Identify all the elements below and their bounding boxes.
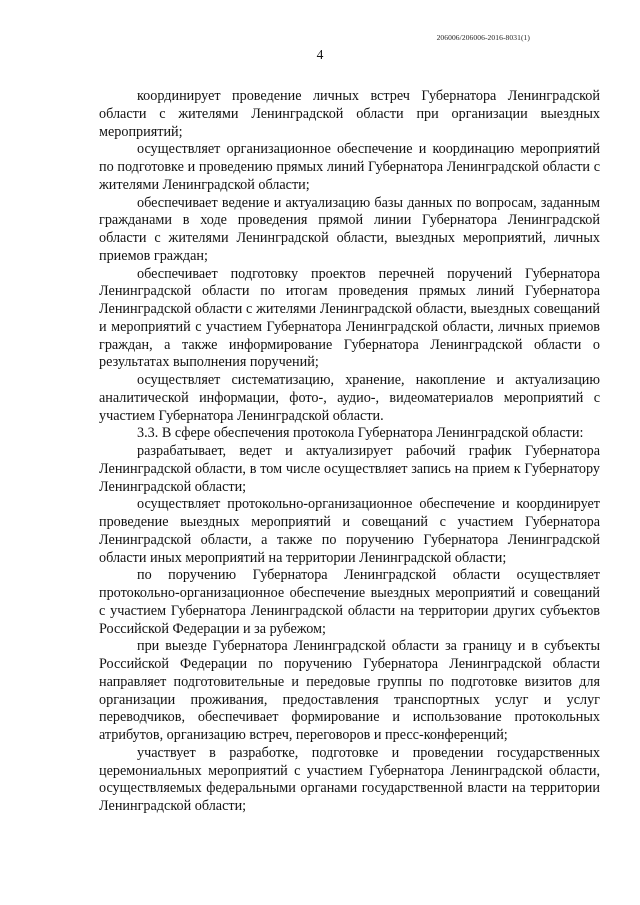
paragraph: координирует проведение личных встреч Губернатора Ленинградской области с жителями Ленинградской области при организации выездных мероприятий; bbox=[99, 88, 600, 140]
document-id: 206006/206006-2016-8031(1) bbox=[436, 33, 530, 42]
document-body bbox=[99, 88, 600, 816]
paragraph: осуществляет протокольно-организационное обеспечение и координирует проведение выездных мероприятий и совещаний с участием Губернатора Ленинградской области, а также по поручению Губернатора Ленинградской области иных мероприятий на территории Ленинградской области; bbox=[99, 496, 600, 566]
paragraph: обеспечивает подготовку проектов перечней поручений Губернатора Ленинградской области по итогам проведения прямых линий Губернатора Ленинградской области с жителями Ленинградской области, выездных совещаний и мероприятий с участием Губернатора Ленинградской области, личных приемов граждан, а также информирование Губернатора Ленинградской области о результатах выполнения поручений; bbox=[99, 265, 600, 371]
paragraph: разрабатывает, ведет и актуализирует рабочий график Губернатора Ленинградской области, в том числе осуществляет запись на прием к Губернатору Ленинградской области; bbox=[99, 443, 600, 495]
paragraph: участвует в разработке, подготовке и проведении государственных церемониальных мероприятий с участием Губернатора Ленинградской области, осуществляемых федеральными органами государственной власти на территории Ленинградской области; bbox=[99, 744, 600, 814]
paragraph: осуществляет систематизацию, хранение, накопление и актуализацию аналитической информации, фото-, аудио-, видеоматериалов мероприятий с участием Губернатора Ленинградской области. bbox=[99, 372, 600, 424]
paragraph: при выезде Губернатора Ленинградской области за границу и в субъекты Российской Федерации по поручению Губернатора Ленинградской области направляет подготовительные и передовые группы по подготовке визитов для организации проживания, предоставления транспортных услуг и услуг переводчиков, обеспечивает формирование и использование протокольных атрибутов, организацию встреч, переговоров и пресс-конференций; bbox=[99, 638, 600, 743]
section-heading-3-3: 3.3. В сфере обеспечения протокола Губернатора Ленинградской области: bbox=[137, 425, 584, 442]
paragraph: по поручению Губернатора Ленинградской области осуществляет протокольно-организационное обеспечение выездных мероприятий и совещаний с участием Губернатора Ленинградской области на территории других субъектов Российской Федерации и за рубежом; bbox=[99, 567, 600, 637]
paragraph: осуществляет организационное обеспечение и координацию мероприятий по подготовке и проведению прямых линий Губернатора Ленинградской области с жителями Ленинградской области; bbox=[99, 141, 600, 193]
page-number: 4 bbox=[316, 47, 324, 62]
paragraph: обеспечивает ведение и актуализацию базы данных по вопросам, заданным гражданами в ходе проведения прямой линии Губернатора Ленинградской области с жителями Ленинградской области, выездных мероприятий, личных приемов граждан; bbox=[99, 194, 600, 264]
